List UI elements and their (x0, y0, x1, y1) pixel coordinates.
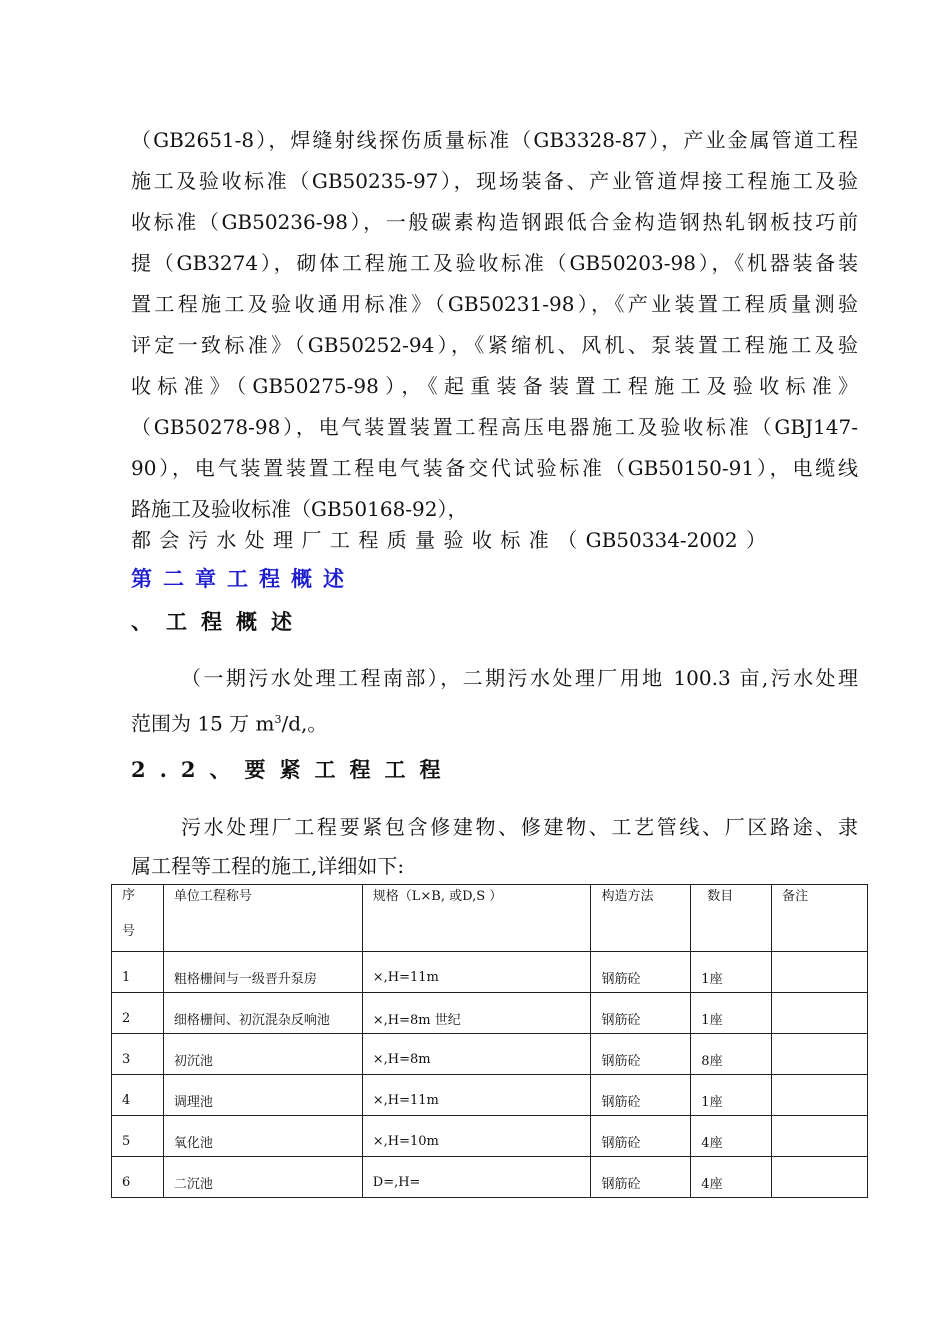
section-title-main-works: 2.2、要紧工程工程 (131, 757, 455, 782)
chapter-title: 第二章工程概述 (131, 566, 355, 591)
header-cell-name: 单位工程称号 (163, 885, 362, 952)
table-header-row (112, 885, 868, 952)
header-text: 号 (122, 924, 136, 939)
cell-spec: ×,H=8m (362, 1034, 591, 1075)
text-line: （GB50278-98），电气装置装置工程高压电器施工及验收标准（GBJ147- (131, 415, 858, 439)
cell-note (772, 1116, 868, 1157)
header-cell-note: 备注 (772, 885, 868, 952)
cell-qty: 8座 (691, 1034, 772, 1075)
cell-qty: 1座 (691, 993, 772, 1034)
cell-method: 钢筋砼 (591, 952, 691, 993)
table-row (112, 1075, 868, 1116)
text-line: 污水处理厂工程要紧包含修建物、修建物、工艺管线、厂区路途、隶 (181, 815, 858, 839)
text-line: 属工程等工程的施工,详细如下: (131, 854, 405, 878)
cell-note (772, 952, 868, 993)
cell-qty: 1座 (691, 1075, 772, 1116)
cell-name: 二沉池 (163, 1157, 362, 1198)
cell-method: 钢筋砼 (591, 993, 691, 1034)
table-row (112, 1157, 868, 1198)
overview-paragraph (131, 658, 858, 740)
text-line: 提（GB3274），砌体工程施工及验收标准（GB50203-98），《机器装备装 (131, 251, 858, 275)
cell-no: 3 (112, 1034, 164, 1075)
cell-method: 钢筋砼 (591, 1116, 691, 1157)
cell-spec: ×,H=11m (362, 1075, 591, 1116)
header-cell-no (112, 885, 164, 952)
cell-no: 6 (112, 1157, 164, 1198)
header-text: 序 (122, 888, 136, 903)
superscript: 3 (274, 713, 282, 726)
cell-method: 钢筋砼 (591, 1157, 691, 1198)
cell-no: 2 (112, 993, 164, 1034)
text-fragment: 范围为 15 万 m (131, 711, 275, 736)
text-line: （一期污水处理工程南部），二期污水处理厂用地 100.3 亩,污水处理 (181, 666, 858, 690)
cell-spec: D=,H= (362, 1157, 591, 1198)
cell-no: 4 (112, 1075, 164, 1116)
cell-method: 钢筋砼 (591, 1034, 691, 1075)
cell-note (772, 1075, 868, 1116)
cell-qty: 4座 (691, 1157, 772, 1198)
text-line (131, 699, 858, 740)
cell-spec: ×,H=8m 世纪 (362, 993, 591, 1034)
table-row (112, 993, 868, 1034)
standards-last-line: 都会污水处理厂工程质量验收标准（GB50334-2002） (131, 528, 766, 552)
table-row (112, 952, 868, 993)
text-line: 路施工及验收标准（GB50168-92）， (131, 497, 468, 521)
standards-paragraph (131, 120, 858, 530)
section-title-overview: 、工程概述 (131, 609, 306, 634)
cell-name: 初沉池 (163, 1034, 362, 1075)
table-row (112, 1116, 868, 1157)
cell-no: 5 (112, 1116, 164, 1157)
text-line: 评定一致标准》（GB50252-94），《紧缩机、风机、泵装置工程施工及验 (131, 333, 858, 357)
cell-spec: ×,H=10m (362, 1116, 591, 1157)
main-works-paragraph (131, 807, 858, 884)
text-line: 施工及验收标准（GB50235-97），现场装备、产业管道焊接工程施工及验 (131, 169, 858, 193)
header-cell-spec: 规格（L×B, 或D,S ） (362, 885, 591, 952)
cell-name: 粗格栅间与一级晋升泵房 (163, 952, 362, 993)
text-line: 收标准》（GB50275-98），《起重装备装置工程施工及验收标准》 (131, 374, 858, 398)
table-row (112, 1034, 868, 1075)
cell-note (772, 1034, 868, 1075)
text-line: 收标准（GB50236-98），一般碳素构造钢跟低合金构造钢热轧钢板技巧前 (131, 210, 858, 234)
cell-method: 钢筋砼 (591, 1075, 691, 1116)
text-line: 90），电气装置装置工程电气装备交代试验标准（GB50150-91），电缆线 (131, 456, 858, 480)
cell-note (772, 993, 868, 1034)
works-table (111, 884, 868, 1198)
text-fragment: /d,。 (281, 711, 328, 736)
text-line: （GB2651-8），焊缝射线探伤质量标准（GB3328-87），产业金属管道工程 (131, 128, 858, 152)
cell-spec: ×,H=11m (362, 952, 591, 993)
header-cell-qty: 数目 (691, 885, 772, 952)
cell-qty: 1座 (691, 952, 772, 993)
cell-name: 调理池 (163, 1075, 362, 1116)
header-cell-method: 构造方法 (591, 885, 691, 952)
cell-qty: 4座 (691, 1116, 772, 1157)
text-line: 置工程施工及验收通用标准》（GB50231-98），《产业装置工程质量测验 (131, 292, 858, 316)
cell-note (772, 1157, 868, 1198)
cell-no: 1 (112, 952, 164, 993)
cell-name: 氧化池 (163, 1116, 362, 1157)
cell-name: 细格栅间、初沉混杂反响池 (163, 993, 362, 1034)
